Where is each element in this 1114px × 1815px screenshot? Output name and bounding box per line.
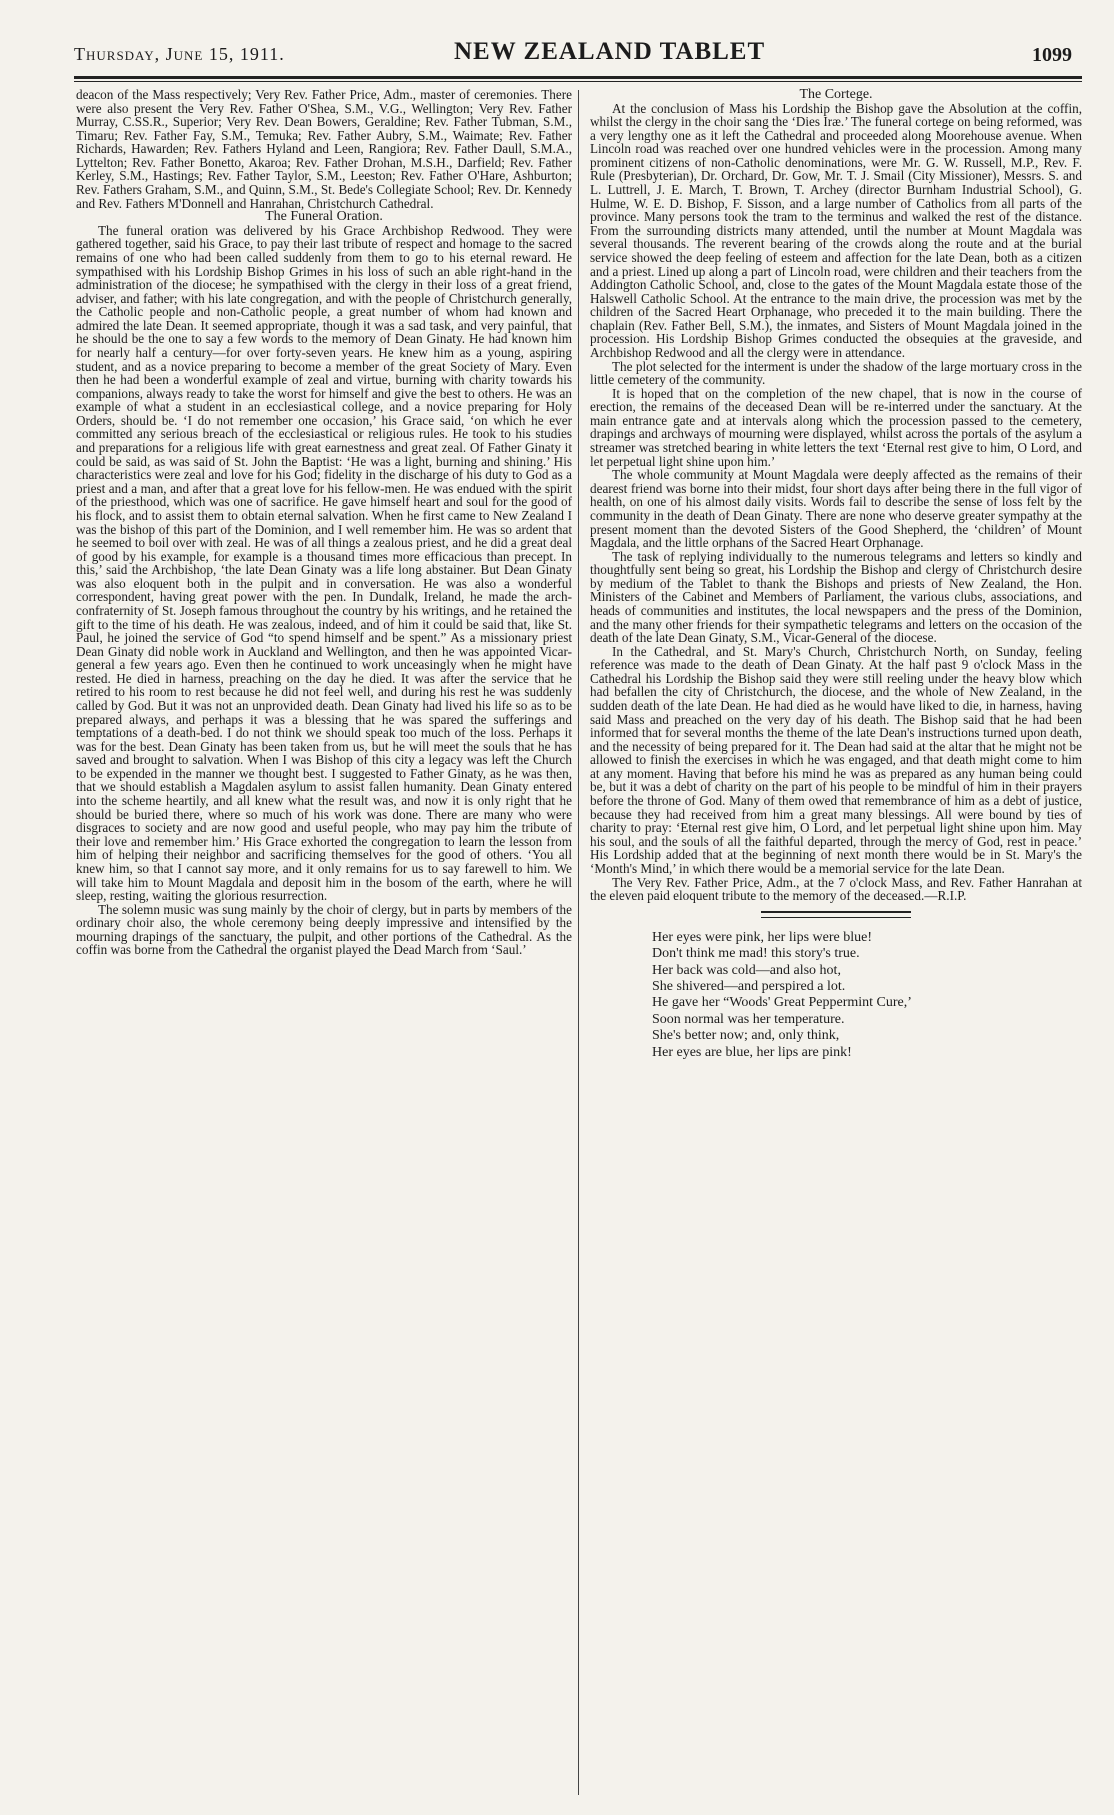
poem-line: Don't think me mad! this story's true. (652, 946, 860, 962)
poem-line: She shivered—and perspired a lot. (652, 978, 846, 994)
poem-line: Her eyes are blue, her lips are pink! (652, 1044, 852, 1060)
poem-line: Soon normal was her temperature. (652, 1011, 845, 1027)
article-paragraph: The task of replying individually to the numerous telegrams and letters so kindly and thoughtfully sent being so great, his Lordship the Bishop and clergy of Christchurch desire by medium of the Tablet to thank the Bishops and priests of New Zealand, the Hon. Ministers of the Cabinet and Members of Parliament, the various clubs, associations, and heads of communities and institutes, the local newspapers and the press of the Dominion, and the many other friends for their sympathetic telegrams and letters on the occasion of the death of the late Dean Ginaty, S.M., Vicar-General of the diocese. (590, 548, 1082, 646)
poem-separator (761, 911, 911, 918)
page-number: 1099 (1032, 44, 1072, 66)
article-paragraph: The plot selected for the interment is under the shadow of the large mortuary cross in the little cemetery of the community. (590, 358, 1082, 388)
column-divider (578, 90, 579, 1795)
article-paragraph: At the conclusion of Mass his Lordship the Bishop gave the Absolution at the coffin, whilst the clergy in the choir sang the ‘Dies Iræ.’ The funeral cortege on being reformed, was a very lengthy one as it left the Cathedral and proceeded along Moorehouse avenue. When Lincoln road was reached over one hundred vehicles were in the procession. Among many prominent citizens of non-Catholic denominations, were Mr. G. W. Russell, M.P., Rev. F. Rule (Presbyterian), Dr. Orchard, Dr. Gow, Mr. T. J. Smail (City Missioner), Messrs. S. and L. Luttrell, J. E. March, T. Brown, T. Archey (director Burnham Industrial School), G. Hulme, W. E. D. Bishop, F. Sisson, and a large number of Catholics from all parts of the province. Many persons took the tram to the terminus and walked the rest of the distance. From the surrounding districts many attended, until the number at Mount Magdala was several thousands. The reverent bearing of the crowds along the route and at the burial service showed the deep feeling of esteem and affection for the late Dean, both as a citizen and a priest. Lined up along a part of Lincoln road, were children and their teachers from the Addington Catholic School, and, close to the gates of the Mount Magdala estate those of the Halswell Catholic School. At the entrance to the main drive, the procession was met by the children of the Sacred Heart Orphanage, who preceded it to the main building. There the chaplain (Rev. Father Bell, S.M.), the inmates, and Sisters of Mount Magdala joined in the procession. His Lordship Bishop Grimes conducted the obsequies at the graveside, and Archbishop Redwood and all the clergy were in attendance. (590, 100, 1082, 360)
left-column (76, 88, 572, 957)
article-paragraph: The solemn music was sung mainly by the choir of clergy, but in parts by members of the ordinary choir also, the whole ceremony being deeply impressive and intensified by the mourning drapings of the sanctuary, the pulpit, and other portions of the Cathedral. As the coffin was borne from the Cathedral the organist played the Dead March from ‘Saul.’ (76, 901, 572, 958)
newspaper-title: NEW ZEALAND TABLET (454, 38, 766, 65)
masthead-rule-thin (74, 81, 1082, 82)
article-paragraph: In the Cathedral, and St. Mary's Church, Christchurch North, on Sunday, feeling reference was made to the death of Dean Ginaty. At the half past 9 o'clock Mass in the Cathedral his Lordship the Bishop said they were still reeling under the heavy blow which had befallen the city of Christchurch, the diocese, and the whole of New Zealand, in the sudden death of the late Dean. He had died as he would have liked to die, in harness, having said Mass and preached on the very day of his death. The Bishop said that he had been informed that for several months the theme of the late Dean's instructions turned upon death, and the necessity of being prepared for it. The Dean had said at the altar that he might not be allowed to finish the exercises in which he was engaged, and that death might come to him at any moment. Having that before his mind he was as prepared as any human being could be, but it was a debt of charity on the part of his people to be mindful of him in their prayers before the throne of God. Many of them owed that remembrance of him as a debt of justice, because they had received from him a great many blessings. All were bound by ties of charity to pray: ‘Eternal rest give him, O Lord, and let perpetual light shine upon him. May his soul, and the souls of all the faithful departed, through the mercy of God, rest in peace.’ His Lordship added that at the beginning of next month there would be in St. Mary's the ‘Month's Mind,’ in which there would be a memorial service for the late Dean. (590, 643, 1082, 876)
poem-line: Her back was cold—and also hot, (652, 962, 841, 978)
article-paragraph: deacon of the Mass respectively; Very Rev. Father Price, Adm., master of ceremonies. There were also present the Very Rev. Father O'Shea, S.M., V.G., Wellington; Very Rev. Father Murray, C.SS.R., Superior; Very Rev. Dean Bowers, Geraldine; Rev. Father Tubman, S.M., Timaru; Rev. Father Fay, S.M., Temuka; Rev. Father Aubry, S.M., Waimate; Rev. Father Richards, Hawarden; Rev. Fathers Hyland and Leen, Rangiora; Rev. Father Daull, S.M.A., Lyttelton; Rev. Father Bonetto, Akaroa; Rev. Father Drohan, M.S.H., Darfield; Rev. Father Kerley, S.M., Hastings; Rev. Father Taylor, S.M., Leeston; Rev. Father O'Hare, Ashburton; Rev. Fathers Graham, S.M., and Quinn, S.M., St. Bede's Collegiate School; Rev. Dr. Kennedy and Rev. Fathers M'Donnell and Hanrahan, Christchurch Cathedral. (76, 87, 572, 211)
article-paragraph: The whole community at Mount Magdala were deeply affected as the remains of their dearest friend was borne into their midst, four short days after being there in the full vigor of health, on one of his almost daily visits. Words fail to describe the sense of loss felt by the community in the death of Dean Ginaty. There are none who deserve greater sympathy at the present moment than the devoted Sisters of the Good Shepherd, the ‘children’ of Mount Magdala, and the little orphans of the Sacred Heart Orphanage. (590, 467, 1082, 551)
article-paragraph: The Very Rev. Father Price, Adm., at the 7 o'clock Mass, and Rev. Father Hanrahan at the eleven paid eloquent tribute to the memory of the deceased.—R.I.P. (590, 874, 1082, 904)
advertisement-poem (652, 930, 1082, 1061)
article-paragraph: The funeral oration was delivered by his Grace Archbishop Redwood. They were gathered together, said his Grace, to pay their last tribute of respect and homage to the sacred remains of one who had been called suddenly from them to go to his eternal reward. He sympathised with his Lordship Bishop Grimes in his loss of such an able right-hand in the administration of the diocese; he sympathised with the clergy in their loss of a great friend, adviser, and father; with his late congregation, and with the people of Christchurch generally, the Catholic people and non-Catholic people, a great number of whom had known and admired the late Dean. It seemed appropriate, though it was a sad task, and very painful, that he should be the one to say a few words to the memory of Dean Ginaty. He had known him for nearly half a century—for over forty-seven years. He knew him as a young, aspiring student, and as a novice preparing to become a member of the great Society of Mary. Even then he had been a wonderful example of zeal and virtue, burning with charity towards his companions, always ready to take the worst for himself and give the best to others. He was an example of what a student in an ecclesiastical college, and a novice preparing for Holy Orders, should be. ‘I do not remember one occasion,’ his Grace said, ‘on which he ever committed any serious breach of the ecclesiastical or religious rules. He took to his studies and preparations for a religious life with great earnestness and great zeal. Of Father Ginaty it could be said, as was said of St. John the Baptist: ‘He was a light, burning and shining.’ His characteristics were zeal and love for his God; fidelity in the discharge of his duty to God as a priest and a man, and after that a great love for his fellow-men. He was endued with the spirit of the priesthood, which was one of sacrifice. He gave himself heart and soul for the good of his flock, and to assist them to obtain eternal salvation. When he first came to New Zealand I was the bishop of this part of the Dominion, and I well remember him. He was so ardent that he seemed to boil over with zeal. He was of all things a zealous priest, and he did a great deal of good by his example, for example is a thousand times more efficacious than precept. In this,’ said the Archbishop, ‘the late Dean Ginaty was a life long abstainer. But Dean Ginaty was also eloquent both in the pulpit and in conversation. He was also a wonderful correspondent, having great power with the pen. In Dundalk, Ireland, he made the arch-confraternity of St. Joseph famous throughout the country by his writings, and he retained the gift to the time of his death. He was zealous, indeed, and of him it could be said that, like St. Paul, he joined the service of God “to spend himself and be spent.” As a missionary priest Dean Ginaty did noble work in Auckland and Wellington, and then he was appointed Vicar-general a few years ago. Even then he continued to work unceasingly when he might have rested. He died in harness, preaching on the day he died. It was after the service that he retired to his room to rest because he did not feel well, and during his rest he was suddenly called by God. But it was not an unprovided death. Dean Ginaty had lived his life so as to be prepared always, and perhaps it was a blessing that he was spared the sufferings and temptations of a death-bed. I do not think we should speak too much of the loss. Perhaps it was for the best. Dean Ginaty has been taken from us, but he will meet the souls that he has saved and brought to salvation. When I was Bishop of this city a legacy was left the Church to be expended in the manner we thought best. I suggested to Father Ginaty, as he was then, that we should establish a Magdalen asylum to assist fallen humanity. Dean Ginaty entered into the scheme heartily, and all knew what the result was, and now it is only right that he should be buried there, where so much of his work was done. There are many who were disgraces to society and are now good and useful people, who may pay him the tribute of their love and remember him.’ His Grace exhorted the congregation to learn the lesson from him of helping their neighbor and sacrificing themselves for the good of others. ‘You all knew him, so that I cannot say more, and it only remains for us to say farewell to him. We will take him to Mount Magdala and deposit him in the bosom of the earth, where he will sleep, resting, waiting the glorious resurrection. (76, 222, 572, 904)
poem-line: He gave her “Woods' Great Peppermint Cure,’ (652, 995, 912, 1011)
article-paragraph: It is hoped that on the completion of the new chapel, that is now in the course of erection, the remains of the deceased Dean will be re-interred under the sanctuary. At the main entrance gate and at intervals along which the procession passed to the cemetery, drapings and archways of mourning were displayed, whilst across the portals of the asylum a streamer was stretched bearing in white letters the text ‘Eternal rest give to him, O Lord, and let perpetual light shine upon him.’ (590, 385, 1082, 469)
section-heading-funeral-oration: The Funeral Oration. (265, 209, 383, 225)
poem-line: She's better now; and, only think, (652, 1028, 840, 1044)
section-heading-cortege: The Cortege. (799, 87, 873, 102)
masthead-rule (74, 76, 1082, 79)
issue-date: Thursday, June 15, 1911. (74, 44, 285, 64)
right-column (590, 88, 1082, 1061)
poem-line: Her eyes were pink, her lips were blue! (652, 929, 873, 945)
masthead (74, 38, 1114, 78)
